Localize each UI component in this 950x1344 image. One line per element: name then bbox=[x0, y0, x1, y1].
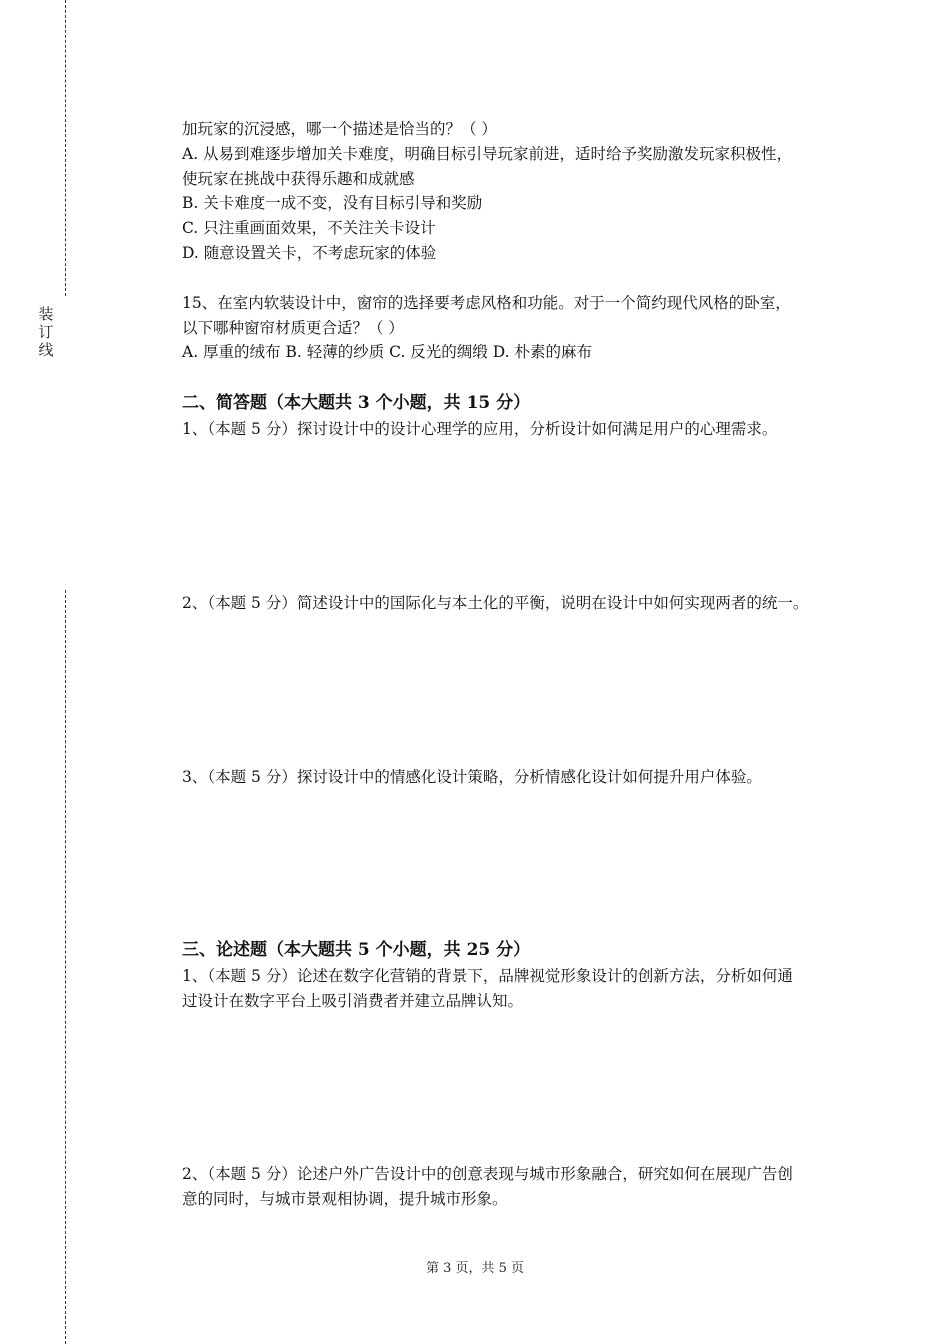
q15-stem-line2: 以下哪种窗帘材质更合适？（ ） bbox=[182, 319, 404, 337]
binding-char: 装 bbox=[38, 305, 54, 323]
q14-option-a-line1: A. 从易到难逐步增加关卡难度，明确目标引导玩家前进，适时给予奖励激发玩家积极性， bbox=[182, 145, 793, 163]
q14-option-a-line2: 使玩家在挑战中获得乐趣和成就感 bbox=[182, 170, 415, 188]
q14-option-b: B. 关卡难度一成不变，没有目标引导和奖励 bbox=[182, 194, 483, 212]
section3-q2-line1: 2、（本题 5 分）论述户外广告设计中的创意表现与城市形象融合，研究如何在展现广告创 bbox=[182, 1165, 793, 1183]
binding-dashed-line-bottom bbox=[65, 590, 66, 1344]
binding-dashed-line-top bbox=[65, 0, 66, 296]
section3-q2-line2: 意的同时，与城市景观相协调，提升城市形象。 bbox=[182, 1190, 508, 1208]
section2-q3: 3、（本题 5 分）探讨设计中的情感化设计策略，分析情感化设计如何提升用户体验。 bbox=[182, 768, 762, 786]
section3-q1-line1: 1、（本题 5 分）论述在数字化营销的背景下，品牌视觉形象设计的创新方法，分析如何通 bbox=[182, 967, 793, 985]
q14-stem-tail: 加玩家的沉浸感，哪一个描述是恰当的？（ ） bbox=[182, 120, 497, 138]
section3-title: 三、论述题（本大题共 5 个小题，共 25 分） bbox=[182, 940, 531, 960]
section2-q2: 2、（本题 5 分）简述设计中的国际化与本土化的平衡，说明在设计中如何实现两者的统一。 bbox=[182, 594, 809, 612]
q14-option-d: D. 随意设置关卡，不考虑玩家的体验 bbox=[182, 244, 437, 262]
section2-title: 二、简答题（本大题共 3 个小题，共 15 分） bbox=[182, 393, 531, 413]
q15-stem-line1: 15、在室内软装设计中，窗帘的选择要考虑风格和功能。对于一个简约现代风格的卧室， bbox=[182, 294, 791, 312]
binding-char: 线 bbox=[38, 341, 54, 359]
section2-q1: 1、（本题 5 分）探讨设计中的设计心理学的应用，分析设计如何满足用户的心理需求。 bbox=[182, 420, 778, 438]
binding-label bbox=[37, 305, 55, 359]
section3-q1-line2: 过设计在数字平台上吸引消费者并建立品牌认知。 bbox=[182, 992, 524, 1010]
q14-option-c: C. 只注重画面效果，不关注关卡设计 bbox=[182, 219, 436, 237]
binding-char: 订 bbox=[38, 323, 54, 341]
page-number: 第 3 页，共 5 页 bbox=[425, 1261, 525, 1276]
q15-options: A. 厚重的绒布 B. 轻薄的纱质 C. 反光的绸缎 D. 朴素的麻布 bbox=[182, 343, 592, 361]
